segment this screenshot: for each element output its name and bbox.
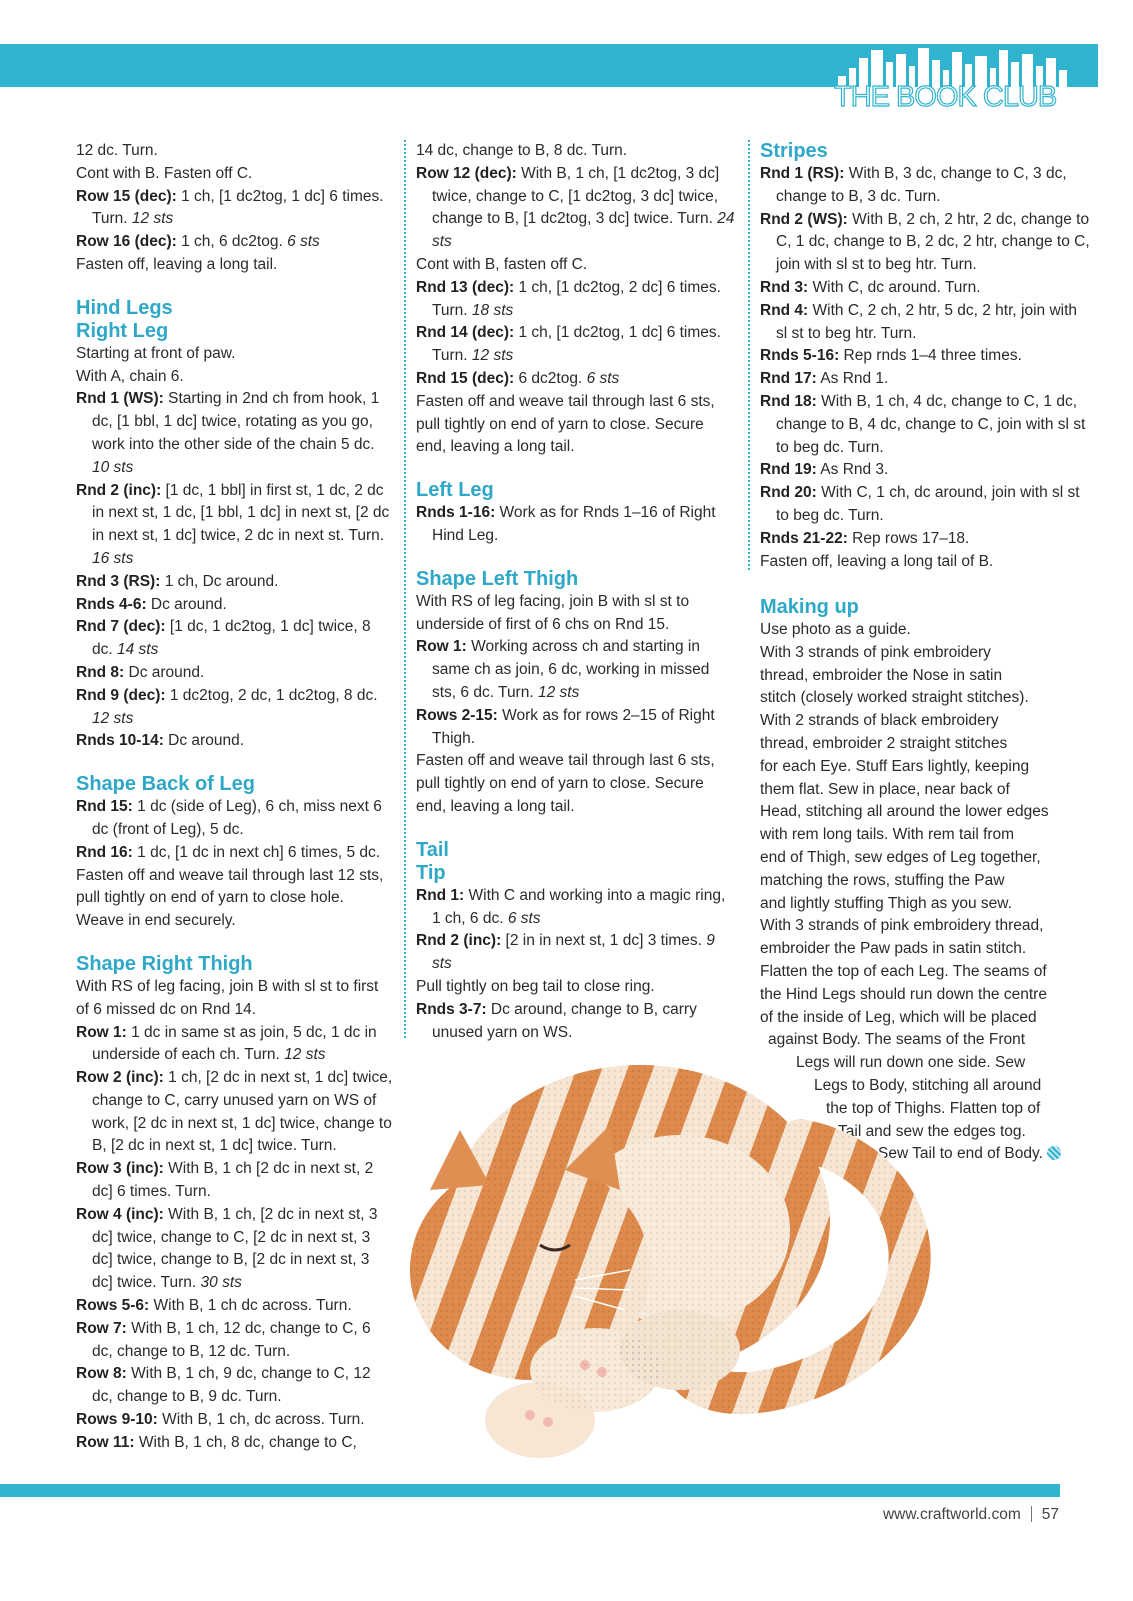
section-heading: Right Leg bbox=[76, 319, 169, 342]
pattern-row: Rnd 2 (inc): [1 dc, 1 bbl] in first st, 1 dc, 2 dc in next st, 1 dc, [1 bbl, 1 dc] in next st, [2 dc in next st, 1 dc] twice, 2 dc in next st. Turn. 16 sts bbox=[76, 481, 390, 567]
pattern-line: 12 dc. Turn. bbox=[76, 142, 158, 159]
making-line: thread, embroider the Nose in satin bbox=[760, 666, 1003, 684]
pattern-row: Row 1: 1 dc in same st as join, 5 dc, 1 dc in underside of each ch. Turn. 12 sts bbox=[76, 1023, 377, 1064]
pattern-line: Starting at front of paw. bbox=[76, 344, 236, 362]
making-line: Head, stitching all around the lower edges bbox=[760, 803, 1049, 821]
footer-url[interactable]: www.craftworld.com bbox=[882, 1506, 1021, 1523]
pattern-row: Row 1: Working across ch and starting in same ch as join, 6 dc, working in missed sts, 6 dc. Turn. 12 sts bbox=[416, 638, 710, 701]
pattern-row: Rnd 19: As Rnd 3. bbox=[760, 461, 889, 479]
making-line: With 3 strands of pink embroidery bbox=[760, 643, 991, 661]
pattern-row: Rnd 13 (dec): 1 ch, [1 dc2tog, 2 dc] 6 times. Turn. 18 sts bbox=[416, 278, 721, 319]
section-heading: Making up bbox=[760, 596, 859, 618]
pattern-row: Rnd 15: 1 dc (side of Leg), 6 ch, miss next 6 dc (front of Leg), 5 dc. bbox=[76, 798, 382, 838]
making-line: Legs to Body, stitching all around bbox=[814, 1076, 1042, 1094]
section-brand-title: THE BOOK CLUB bbox=[834, 81, 1057, 113]
pattern-row: Rnd 18: With B, 1 ch, 4 dc, change to C, 1 dc, change to B, 4 dc, change to C, join with sl st to beg dc. Turn. bbox=[760, 392, 1086, 456]
pattern-row: Rnds 1-16: Work as for Rnds 1–16 of Right Hind Leg. bbox=[416, 504, 716, 544]
pattern-row: Row 7: With B, 1 ch, 12 dc, change to C, 6 dc, change to B, 12 dc. Turn. bbox=[76, 1319, 371, 1360]
pattern-line: Cont with B, fasten off C. bbox=[416, 255, 588, 273]
pattern-row: Rows 9-10: With B, 1 ch, dc across. Turn. bbox=[76, 1411, 365, 1429]
column-divider bbox=[404, 140, 406, 1038]
making-line: stitch (closely worked straight stitches). bbox=[760, 689, 1029, 707]
crochet-cat-photo bbox=[390, 1020, 950, 1475]
pattern-row: Row 12 (dec): With B, 1 ch, [1 dc2tog, 3 dc] twice, change to C, [1 dc2tog, 3 dc] twice, change to B, [1 dc2tog, 3 dc] twice. Turn. 24 sts bbox=[416, 164, 735, 251]
making-line: With 3 strands of pink embroidery thread, bbox=[760, 917, 1044, 935]
pattern-row: Rnd 2 (WS): With B, 2 ch, 2 htr, 2 dc, change to C, 1 dc, change to B, 2 dc, 2 htr, change to C, join with sl st to beg htr. Turn. bbox=[760, 210, 1090, 274]
section-heading: Shape Back of Leg bbox=[76, 773, 255, 796]
section-heading: Tip bbox=[416, 861, 446, 884]
pattern-row: Rnd 1 (RS): With B, 3 dc, change to C, 3 dc, change to B, 3 dc. Turn. bbox=[760, 165, 1067, 205]
footer-divider bbox=[1031, 1506, 1032, 1522]
pattern-row: Row 11: With B, 1 ch, 8 dc, change to C, bbox=[76, 1433, 357, 1451]
making-line: Legs will run down one side. Sew bbox=[796, 1054, 1026, 1072]
making-line: the Hind Legs should run down the centre bbox=[760, 985, 1047, 1003]
page-footer bbox=[883, 1506, 1059, 1524]
yarn-ball-icon bbox=[1047, 1146, 1061, 1160]
footer-band bbox=[0, 1484, 1060, 1497]
pattern-row: Rnd 9 (dec): 1 dc2tog, 2 dc, 1 dc2tog, 8 dc. 12 sts bbox=[76, 686, 378, 727]
making-line: thread, embroider 2 straight stitches bbox=[760, 734, 1008, 752]
pattern-row: Row 15 (dec): 1 ch, [1 dc2tog, 1 dc] 6 times. Turn. 12 sts bbox=[76, 187, 384, 228]
pattern-line: Fasten off and weave tail through last 6 sts, pull tightly on end of yarn to close. Secure end, leaving a long tail. bbox=[416, 752, 715, 815]
making-line: With 2 strands of black embroidery bbox=[760, 712, 999, 730]
making-line: Use photo as a guide. bbox=[760, 621, 911, 638]
pattern-row: Row 2 (inc): 1 ch, [2 dc in next st, 1 dc] twice, change to C, carry unused yarn on WS of work, [2 dc in next st, 1 dc] twice, change to B, [2 dc in next st, 1 dc] twice. Turn. bbox=[76, 1069, 393, 1155]
pattern-row: Row 16 (dec): 1 ch, 6 dc2tog. 6 sts bbox=[76, 233, 320, 251]
section-heading: Hind Legs bbox=[76, 296, 173, 319]
section-heading: Stripes bbox=[760, 140, 828, 162]
pattern-line: Fasten off, leaving a long tail of B. bbox=[760, 552, 994, 570]
pattern-row: Rnds 3-7: Dc around, change to B, carry unused yarn on WS. bbox=[416, 1000, 697, 1041]
page-number: 57 bbox=[1041, 1506, 1059, 1523]
making-line: and lightly stuffing Thigh as you sew. bbox=[760, 894, 1012, 912]
pattern-line: With A, chain 6. bbox=[76, 367, 184, 385]
pattern-row: Rnd 2 (inc): [2 in in next st, 1 dc] 3 times. 9 sts bbox=[416, 932, 715, 973]
pattern-row: Rnd 1: With C and working into a magic ring, 1 ch, 6 dc. 6 sts bbox=[416, 886, 726, 927]
making-line: against Body. The seams of the Front bbox=[768, 1031, 1026, 1049]
pattern-row: Rnds 5-16: Rep rnds 1–4 three times. bbox=[760, 347, 1022, 365]
section-heading: Shape Left Thigh bbox=[416, 567, 579, 590]
pattern-line: 14 dc, change to B, 8 dc. Turn. bbox=[416, 142, 628, 159]
column-3 bbox=[760, 140, 1090, 573]
pattern-row: Row 4 (inc): With B, 1 ch, [2 dc in next st, 3 dc] twice, change to C, [2 dc in next st, 3 dc] twice, change to B, [2 dc in next st, 3 dc] twice. Turn. 30 sts bbox=[76, 1205, 378, 1292]
pattern-row: Rnds 21-22: Rep rows 17–18. bbox=[760, 529, 970, 547]
section-heading: Left Leg bbox=[416, 479, 494, 502]
making-line: Flatten the top of each Leg. The seams of bbox=[760, 962, 1047, 980]
column-1 bbox=[76, 140, 394, 1455]
pattern-row: Rnd 16: 1 dc, [1 dc in next ch] 6 times, 5 dc. bbox=[76, 843, 381, 861]
making-line: for each Eye. Stuff Ears lightly, keeping bbox=[760, 757, 1030, 775]
pattern-row: Rnds 10-14: Dc around. bbox=[76, 732, 245, 750]
pattern-row: Row 8: With B, 1 ch, 9 dc, change to C, 12 dc, change to B, 9 dc. Turn. bbox=[76, 1365, 371, 1406]
pattern-row: Rnd 3 (RS): 1 ch, Dc around. bbox=[76, 572, 279, 590]
pattern-row: Rnd 7 (dec): [1 dc, 1 dc2tog, 1 dc] twice, 8 dc. 14 sts bbox=[76, 618, 371, 659]
pattern-line: Fasten off, leaving a long tail. bbox=[76, 255, 278, 273]
pattern-line: With RS of leg facing, join B with sl st to underside of first of 6 chs on Rnd 15. bbox=[416, 592, 690, 633]
making-line: them flat. Sew in place, near back of bbox=[760, 780, 1010, 798]
pattern-line: Fasten off and weave tail through last 12 sts, pull tightly on end of yarn to close hole. Weave in end securely. bbox=[76, 866, 384, 930]
pattern-row: Rnd 8: Dc around. bbox=[76, 663, 205, 681]
pattern-line: Cont with B. Fasten off C. bbox=[76, 164, 253, 182]
pattern-row: Rnds 4-6: Dc around. bbox=[76, 595, 227, 613]
pattern-row: Rnd 1 (WS): Starting in 2nd ch from hook, 1 dc, [1 bbl, 1 dc] twice, rotating as you go, work into the other side of the chain 5 dc. 10 sts bbox=[76, 390, 380, 476]
pattern-row: Rnd 14 (dec): 1 ch, [1 dc2tog, 1 dc] 6 times. Turn. 12 sts bbox=[416, 324, 721, 365]
making-line: embroider the Paw pads in satin stitch. bbox=[760, 940, 1027, 958]
pattern-line: Fasten off and weave tail through last 6 sts, pull tightly on end of yarn to close. Secure end, leaving a long tail. bbox=[416, 392, 715, 456]
pattern-row: Row 3 (inc): With B, 1 ch [2 dc in next st, 2 dc] 6 times. Turn. bbox=[76, 1160, 374, 1201]
making-line: Tail and sew the edges tog. bbox=[838, 1122, 1026, 1140]
making-line: with rem long tails. With rem tail from bbox=[760, 826, 1015, 844]
column-divider bbox=[748, 140, 750, 570]
making-line: Sew Tail to end of Body. bbox=[760, 1143, 1100, 1166]
pattern-row: Rnd 17: As Rnd 1. bbox=[760, 370, 889, 388]
making-line: the top of Thighs. Flatten top of bbox=[826, 1099, 1041, 1117]
pattern-line: With RS of leg facing, join B with sl st to first of 6 missed dc on Rnd 14. bbox=[76, 977, 379, 1018]
column-2 bbox=[416, 140, 736, 1044]
pattern-row: Rnd 15 (dec): 6 dc2tog. 6 sts bbox=[416, 369, 620, 387]
pattern-line: Pull tightly on beg tail to close ring. bbox=[416, 977, 655, 995]
section-heading: Shape Right Thigh bbox=[76, 952, 253, 975]
making-line: end of Thigh, sew edges of Leg together, bbox=[760, 848, 1041, 866]
making-line: matching the rows, stuffing the Paw bbox=[760, 871, 1005, 889]
pattern-row: Rows 2-15: Work as for rows 2–15 of Right Thigh. bbox=[416, 706, 715, 747]
pattern-row: Rnd 4: With C, 2 ch, 2 htr, 5 dc, 2 htr, join with sl st to beg htr. Turn. bbox=[760, 301, 1078, 342]
section-heading: Tail bbox=[416, 838, 449, 861]
pattern-row: Rows 5-6: With B, 1 ch dc across. Turn. bbox=[76, 1297, 352, 1315]
making-line: of the inside of Leg, which will be placed bbox=[760, 1008, 1037, 1026]
pattern-row: Rnd 20: With C, 1 ch, dc around, join with sl st to beg dc. Turn. bbox=[760, 484, 1080, 524]
pattern-row: Rnd 3: With C, dc around. Turn. bbox=[760, 278, 981, 296]
